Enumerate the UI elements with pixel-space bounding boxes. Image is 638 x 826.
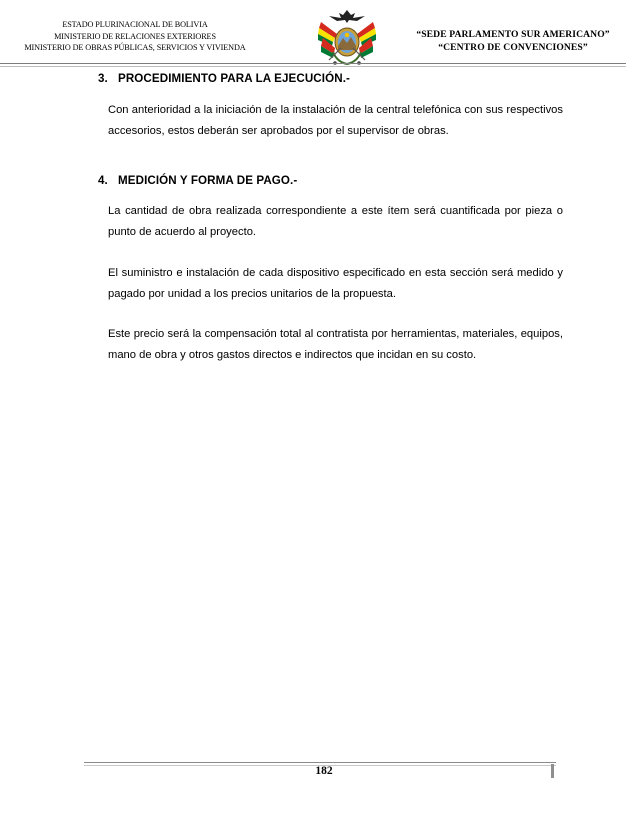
header-project-line-1: “SEDE PARLAMENTO SUR AMERICANO”	[416, 29, 610, 40]
section-title: MEDICIÓN Y FORMA DE PAGO.-	[118, 174, 298, 187]
section-number: 3.	[98, 72, 108, 85]
section-paragraph: La cantidad de obra realizada correspondiente a este ítem será cuantificada por pieza o punto de acuerdo al proyecto.	[108, 205, 563, 238]
header-line-state: ESTADO PLURINACIONAL DE BOLIVIA	[62, 20, 208, 29]
bolivia-coat-of-arms-icon	[315, 8, 379, 70]
section-paragraph: Este precio será la compensación total al contratista por herramientas, materiales, equipos, mano de obra y otros gastos directos e indirectos que incidan en su costo.	[108, 328, 563, 361]
header-divider	[0, 63, 626, 64]
footer-accent-bar	[551, 764, 554, 778]
header-line-foreign-ministry: MINISTERIO DE RELACIONES EXTERIORES	[54, 31, 216, 41]
section-paragraph: El suministro e instalación de cada dispositivo especificado en esta sección será medido y pagado por unidad a los precios unitarios de la propuesta.	[108, 267, 563, 300]
header-divider-secondary	[0, 66, 626, 67]
section-number: 4.	[98, 174, 108, 187]
header-institutions	[0, 19, 270, 54]
section-heading	[98, 72, 350, 85]
header-line-public-works-ministry: MINISTERIO DE OBRAS PÚBLICAS, SERVICIOS Y VIVIENDA	[24, 43, 246, 52]
section-paragraph: Con anterioridad a la iniciación de la instalación de la central telefónica con sus respectivos accesorios, estos deberán ser aprobados por el supervisor de obras.	[108, 104, 563, 137]
footer-divider	[84, 762, 556, 763]
page-number: 182	[315, 765, 333, 777]
section-title: PROCEDIMIENTO PARA LA EJECUCIÓN.-	[118, 72, 350, 85]
header-project-title	[400, 28, 626, 54]
section-heading	[98, 174, 297, 187]
header-project-line-2: “CENTRO DE CONVENCIONES”	[438, 42, 588, 53]
